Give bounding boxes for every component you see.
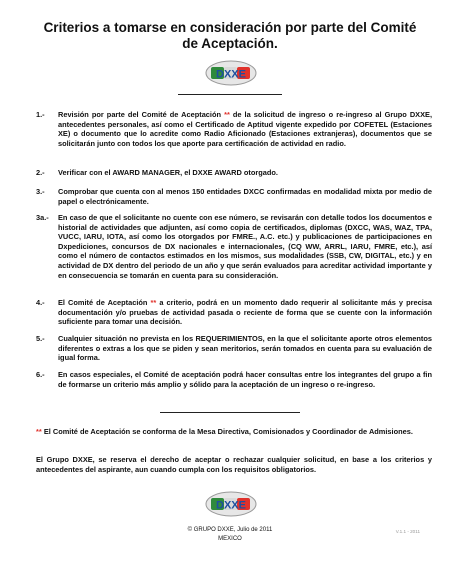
item-number: 1.- — [36, 110, 45, 119]
document-title: Criterios a tomarse en consideración por parte del Comité de Aceptación. — [43, 20, 417, 51]
asterisk-mark: ** — [224, 110, 230, 119]
criteria-item-5 — [36, 334, 432, 363]
item-text-cont: de la solicitud de ingreso o re-ingreso al Grupo DXXE, antecedentes personales, así como el Certificado de Aptitud vigente expedido por COFETEL (Estaciones XE) o documento que lo acredite como Radio Aficionado (Estaciones extranjeras), documentos que se solicitarán junto con todos los que aporte para certificación de actividad en radio. — [58, 110, 432, 148]
note-text: El Grupo DXXE, se reserva el derecho de aceptar o rechazar cualquier solicitud, en base a los criterios y antecedentes del aspirante, aun cuando cumpla con los requisitos obligatorios. — [36, 455, 432, 474]
country-line: MEXICO — [218, 536, 242, 542]
criteria-item-4 — [36, 298, 432, 327]
item-text: Comprobar que cuenta con al menos 150 entidades DXCC confirmadas en modalidad mixta por medio de papel o electrónicamente. — [58, 187, 432, 206]
item-text: El Comité de Aceptación — [58, 298, 148, 307]
committee-note — [36, 427, 432, 437]
note-text: El Comité de Aceptación se conforma de la Mesa Directiva, Comisionados y Coordinador de Admisiones. — [41, 427, 413, 436]
item-text: Revisión por parte del Comité de Aceptación — [58, 110, 221, 119]
item-text: En casos especiales, el Comité de aceptación podrá hacer consultas entre los integrantes del grupo a fin de formarse un criterio más amplio y sólido para la aceptación de un ingreso o re-ingreso. — [58, 370, 432, 389]
item-text: Verificar con el AWARD MANAGER, el DXXE AWARD otorgado. — [58, 168, 278, 177]
item-number: 6.- — [36, 370, 45, 379]
divider-top — [178, 94, 282, 95]
item-number: 3.- — [36, 187, 45, 196]
criteria-item-3 — [36, 187, 432, 206]
item-text: Cualquier situación no prevista en los REQUERIMIENTOS, en la que el solicitante aporte otros elementos diferentes o extras a los que se piden y sean meritorios, serán tomados en cuenta para su evaluación de igual forma. — [58, 334, 432, 363]
version-label: V.1.1 - 2011 — [395, 529, 420, 534]
asterisk-mark: ** — [150, 298, 157, 307]
dxxe-logo — [205, 60, 257, 86]
criteria-item-2 — [36, 168, 432, 178]
criteria-item-6 — [36, 370, 432, 389]
criteria-item-1 — [36, 110, 432, 148]
criteria-item-3a — [36, 213, 432, 280]
item-number: 4.- — [36, 298, 45, 307]
asterisk-mark: ** — [36, 427, 42, 436]
item-text-cont: a criterio, podrá en un momento dado requerir al solicitante más y precisa documentación y/o pruebas de actividad pasada o reciente de forma que se cuente con la información suficiente para tomar una decisión. — [58, 298, 432, 327]
item-text: En caso de que el solicitante no cuente con ese número, se revisarán con detalle todos los documentos e historial de actividades que adjunten, así como copia de certificados, diplomas (DXCC, WAS, WAZ, TPA, VUCC, IARU, IOTA, así como los otorgados por FMRE., A.C. etc.) y publicaciones de participaciones en Dxpediciones, concursos de DX nacionales e internacionales, (CQ WW, ARRL, IARU, FMRE, etc.), así como el número de contactos estimados en los mismos, sus modalidades (SSB, CW, DIGITAL, etc.) y en actividad de DX dentro del periodo de un año y que serán evaluados para acreditar actividad importante y en consecuencia se tomarán en cuenta para su consideración. — [58, 213, 432, 280]
svg-text:DXXE: DXXE — [216, 68, 246, 81]
reservation-note — [36, 455, 432, 474]
item-number: 3a.- — [36, 213, 49, 222]
item-number: 5.- — [36, 334, 45, 343]
svg-text:DXXE: DXXE — [216, 499, 246, 512]
divider-middle — [160, 412, 300, 413]
dxxe-logo-bottom — [205, 491, 257, 517]
item-number: 2.- — [36, 168, 45, 177]
copyright-line: © GRUPO DXXE, Julio de 2011 — [187, 527, 273, 533]
